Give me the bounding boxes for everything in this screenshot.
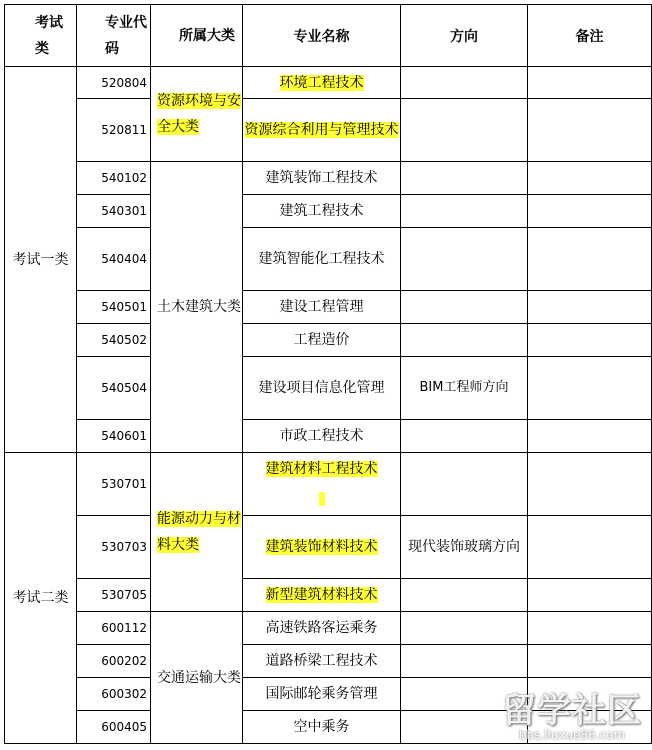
major-name: 新型建筑材料技术 xyxy=(265,587,378,603)
header-name: 专业名称 xyxy=(243,5,401,67)
direction-cell xyxy=(401,99,528,162)
remark-cell xyxy=(528,291,652,324)
header-code: 专业代码 xyxy=(77,5,151,67)
category-cell xyxy=(151,162,243,453)
highlight-mark xyxy=(319,492,325,506)
name-cell xyxy=(243,579,401,612)
category-label: 资源环境与安全大类 xyxy=(157,93,241,135)
category-label: 土木建筑大类 xyxy=(157,299,241,315)
remark-cell xyxy=(528,612,652,645)
direction-cell xyxy=(401,195,528,228)
direction-cell xyxy=(401,579,528,612)
direction-cell xyxy=(401,420,528,453)
remark-cell xyxy=(528,579,652,612)
remark-cell xyxy=(528,645,652,678)
name-cell: 建筑装饰工程技术 xyxy=(243,162,401,195)
category-label: 能源动力与材料大类 xyxy=(157,511,241,553)
name-cell: 建设项目信息化管理 xyxy=(243,357,401,420)
name-cell: 市政工程技术 xyxy=(243,420,401,453)
name-cell: 建筑工程技术 xyxy=(243,195,401,228)
remark-cell xyxy=(528,420,652,453)
group-cell xyxy=(5,67,77,453)
table-row xyxy=(5,357,652,420)
code-cell: 600302 xyxy=(77,678,151,711)
name-cell: 工程造价 xyxy=(243,324,401,357)
direction-cell xyxy=(401,67,528,99)
direction-cell xyxy=(401,612,528,645)
group-cell xyxy=(5,453,77,744)
direction-cell: 现代装饰玻璃方向 xyxy=(401,516,528,579)
code-cell: 540601 xyxy=(77,420,151,453)
name-cell xyxy=(243,99,401,162)
code-cell: 530703 xyxy=(77,516,151,579)
table-row xyxy=(5,162,652,195)
code-cell: 540504 xyxy=(77,357,151,420)
name-cell: 道路桥梁工程技术 xyxy=(243,645,401,678)
header-exam-type: 考试类 xyxy=(5,5,77,67)
name-cell: 国际邮轮乘务管理 xyxy=(243,678,401,711)
major-table xyxy=(4,4,652,744)
code-cell: 600202 xyxy=(77,645,151,678)
table-row xyxy=(5,228,652,291)
category-cell xyxy=(151,67,243,162)
name-cell: 建设工程管理 xyxy=(243,291,401,324)
watermark-url: bbs.liuxue86.com xyxy=(518,728,626,742)
table-row xyxy=(5,579,652,612)
group-label: 考试一类 xyxy=(12,251,69,268)
code-cell: 540501 xyxy=(77,291,151,324)
table-row xyxy=(5,99,652,162)
code-cell: 600112 xyxy=(77,612,151,645)
table-row xyxy=(5,195,652,228)
table-row xyxy=(5,291,652,324)
direction-cell xyxy=(401,291,528,324)
code-cell: 530701 xyxy=(77,453,151,516)
code-cell: 540301 xyxy=(77,195,151,228)
code-cell: 530705 xyxy=(77,579,151,612)
code-cell: 540502 xyxy=(77,324,151,357)
code-cell: 540102 xyxy=(77,162,151,195)
name-cell: 高速铁路客运乘务 xyxy=(243,612,401,645)
name-cell xyxy=(243,516,401,579)
direction-cell xyxy=(401,324,528,357)
remark-cell xyxy=(528,162,652,195)
header-row xyxy=(5,5,652,67)
remark-cell xyxy=(528,195,652,228)
major-name: 环境工程技术 xyxy=(279,74,364,91)
code-cell: 600405 xyxy=(77,711,151,744)
name-cell xyxy=(243,67,401,99)
site-watermark xyxy=(502,683,642,742)
table-row xyxy=(5,324,652,357)
category-label: 交通运输大类 xyxy=(157,669,241,686)
header-remark: 备注 xyxy=(528,5,652,67)
code-cell: 520804 xyxy=(77,67,151,99)
table-row xyxy=(5,516,652,579)
category-cell xyxy=(151,612,243,744)
direction-cell xyxy=(401,162,528,195)
name-cell: 空中乘务 xyxy=(243,711,401,744)
direction-cell xyxy=(401,228,528,291)
code-cell: 520811 xyxy=(77,99,151,162)
major-name: 建筑材料工程技术 xyxy=(265,461,378,477)
major-name: 建筑装饰材料技术 xyxy=(265,539,378,555)
remark-cell xyxy=(528,324,652,357)
name-cell xyxy=(243,453,401,516)
remark-cell xyxy=(528,516,652,579)
direction-cell xyxy=(401,453,528,516)
remark-cell xyxy=(528,453,652,516)
group-label: 考试二类 xyxy=(12,590,69,606)
table-row xyxy=(5,420,652,453)
code-cell: 540404 xyxy=(77,228,151,291)
watermark-logo-text: 留学社区 xyxy=(502,691,642,731)
table-row xyxy=(5,645,652,678)
remark-cell xyxy=(528,99,652,162)
header-category: 所属大类 xyxy=(151,5,243,67)
header-direction: 方向 xyxy=(401,5,528,67)
table-row xyxy=(5,453,652,516)
major-name: 资源综合利用与管理技术 xyxy=(244,122,399,138)
direction-cell: BIM工程师方向 xyxy=(401,357,528,420)
remark-cell xyxy=(528,67,652,99)
name-cell: 建筑智能化工程技术 xyxy=(243,228,401,291)
category-cell xyxy=(151,453,243,612)
direction-cell xyxy=(401,645,528,678)
table-row xyxy=(5,67,652,99)
table-row xyxy=(5,612,652,645)
remark-cell xyxy=(528,357,652,420)
remark-cell xyxy=(528,228,652,291)
